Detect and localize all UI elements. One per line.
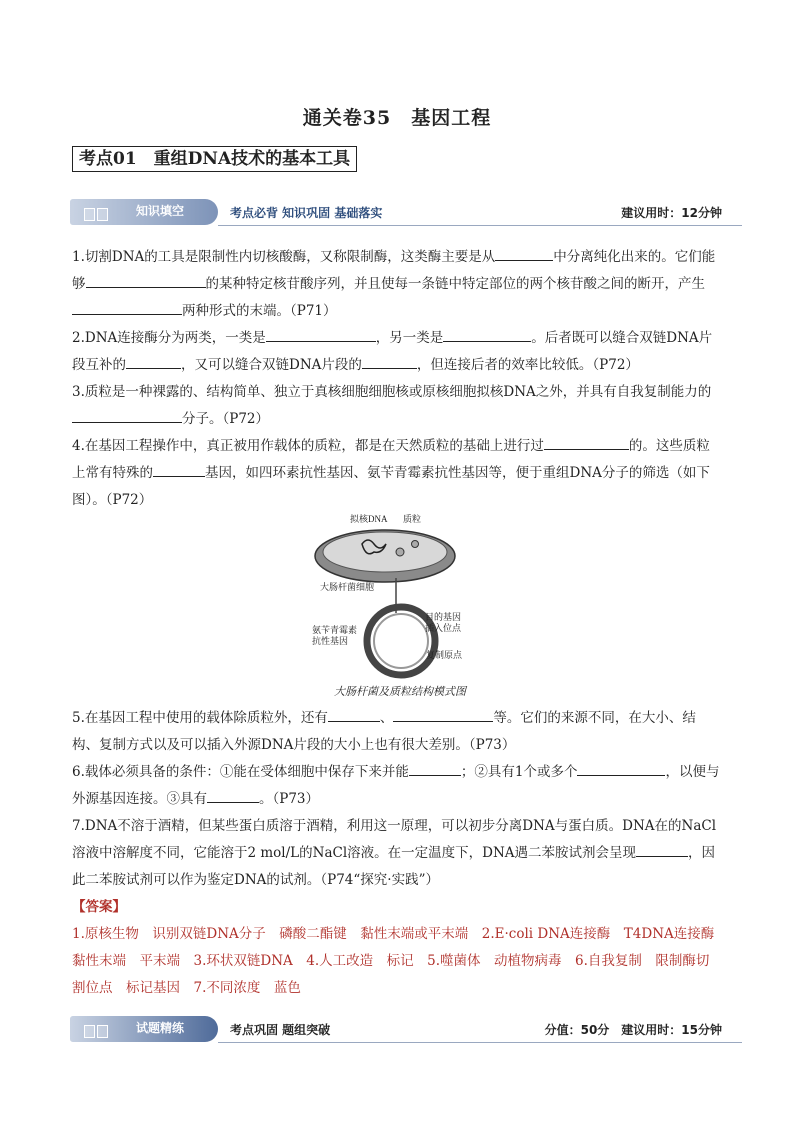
question-1: 1.切割DNA的工具是限制性内切核酸酶，又称限制酶，这类酶主要是从 中分离纯化出来的。它们能够 的某种特定核苷酸序列，并且使每一条链中特定部位的两个核苷酸之间的断开，产生两种形式的末端。（P71） — [72, 244, 722, 325]
banner-slogan: 考点必背 知识巩固 基础落实 — [230, 206, 383, 220]
suggested-time: 建议用时：12分钟 — [621, 206, 722, 220]
question-5: 5.在基因工程中使用的载体除质粒外，还有 、 等。它们的来源不同，在大小、结构、复制方式以及可以插入外源DNA片段的大小上也有很大差别。（P73） — [72, 705, 722, 759]
banner-tag — [70, 199, 218, 225]
question-4: 4.在基因工程操作中，真正被用作载体的质粒，都是在天然质粒的基础上进行过 的。这些质粒上常有特殊的 基因，如四环素抗性基因、氨苄青霉素抗性基因等，便于重组DNA分子的筛选（如下图）。（P72） — [72, 433, 722, 514]
banner-tag — [70, 1016, 218, 1042]
knowledge-banner — [70, 199, 742, 227]
page-title: 通关卷35 基因工程 — [302, 107, 492, 129]
answer-heading: 【答案】 — [72, 899, 126, 915]
label-insert-site: 插入位点 — [425, 623, 462, 633]
question-2: 2.DNA连接酶分为两类，一类是 ，另一类是 。后者既可以缝合双链DNA片段互补的 ，又可以缝合双链DNA片段的 ，但连接后者的效率比较低。（P72） — [72, 325, 722, 379]
banner-tag-label: 试题精练 — [136, 1021, 185, 1035]
question-6: 6.载体必须具备的条件：①能在受体细胞中保存下来并能 ；②具有1个或多个 ，以便与外源基因连接。③具有 。（P73） — [72, 759, 722, 813]
label-amp: 氨苄青霉素 — [312, 625, 358, 635]
figure-caption: 大肠杆菌及质粒结构模式图 — [334, 685, 466, 698]
banner-slogan: 考点巩固 题组突破 — [230, 1023, 331, 1037]
label-amp-gene: 抗性基因 — [312, 636, 349, 646]
question-3: 3.质粒是一种裸露的、结构简单、独立于真核细胞细胞核或原核细胞拟核DNA之外，并具有自我复制能力的分子。（P72） — [72, 384, 712, 427]
book-icon — [84, 206, 112, 220]
label-plasmid: 质粒 — [403, 514, 422, 524]
answer-line-1: 1.原核生物 识别双链DNA分子 磷酸二酯键 黏性末端或平末端 2.E·coli DNA连接酶 T4DNA连接酶 — [72, 926, 715, 942]
label-insert: 目的基因 — [425, 612, 462, 622]
practice-banner — [70, 1016, 742, 1044]
banner-tag-label: 知识填空 — [136, 204, 185, 218]
questions-part1 — [72, 244, 722, 514]
ecoli-plasmid-figure — [300, 508, 500, 708]
answer-line-2: 黏性末端 平末端 3.环状双链DNA 4.人工改造 标记 5.噬菌体 动植物病毒 6.自我复制 限制酶切 — [72, 953, 710, 969]
score-time: 分值：50分 建议用时：15分钟 — [544, 1023, 722, 1037]
label-ori: 复制原点 — [426, 650, 463, 660]
book-icon — [84, 1023, 112, 1037]
label-nucleoid: 拟核DNA — [350, 514, 388, 524]
question-7: 7.DNA不溶于酒精，但某些蛋白质溶于酒精，利用这一原理，可以初步分离DNA与蛋白质。DNA在的NaCl溶液中溶解度不同，它能溶于2 mol/L的NaCl溶液。在一定温度下，DNA遇二苯胺试剂会呈现 ，因此二苯胺试剂可以作为鉴定DNA的试剂。（P74“探究·实践”） — [72, 818, 717, 888]
questions-part2 — [72, 705, 722, 1002]
label-ecoli: 大肠杆菌细胞 — [320, 582, 375, 592]
section-heading: 考点01 重组DNA技术的基本工具 — [72, 146, 357, 172]
answer-line-3: 割位点 标记基因 7.不同浓度 蓝色 — [72, 980, 301, 996]
